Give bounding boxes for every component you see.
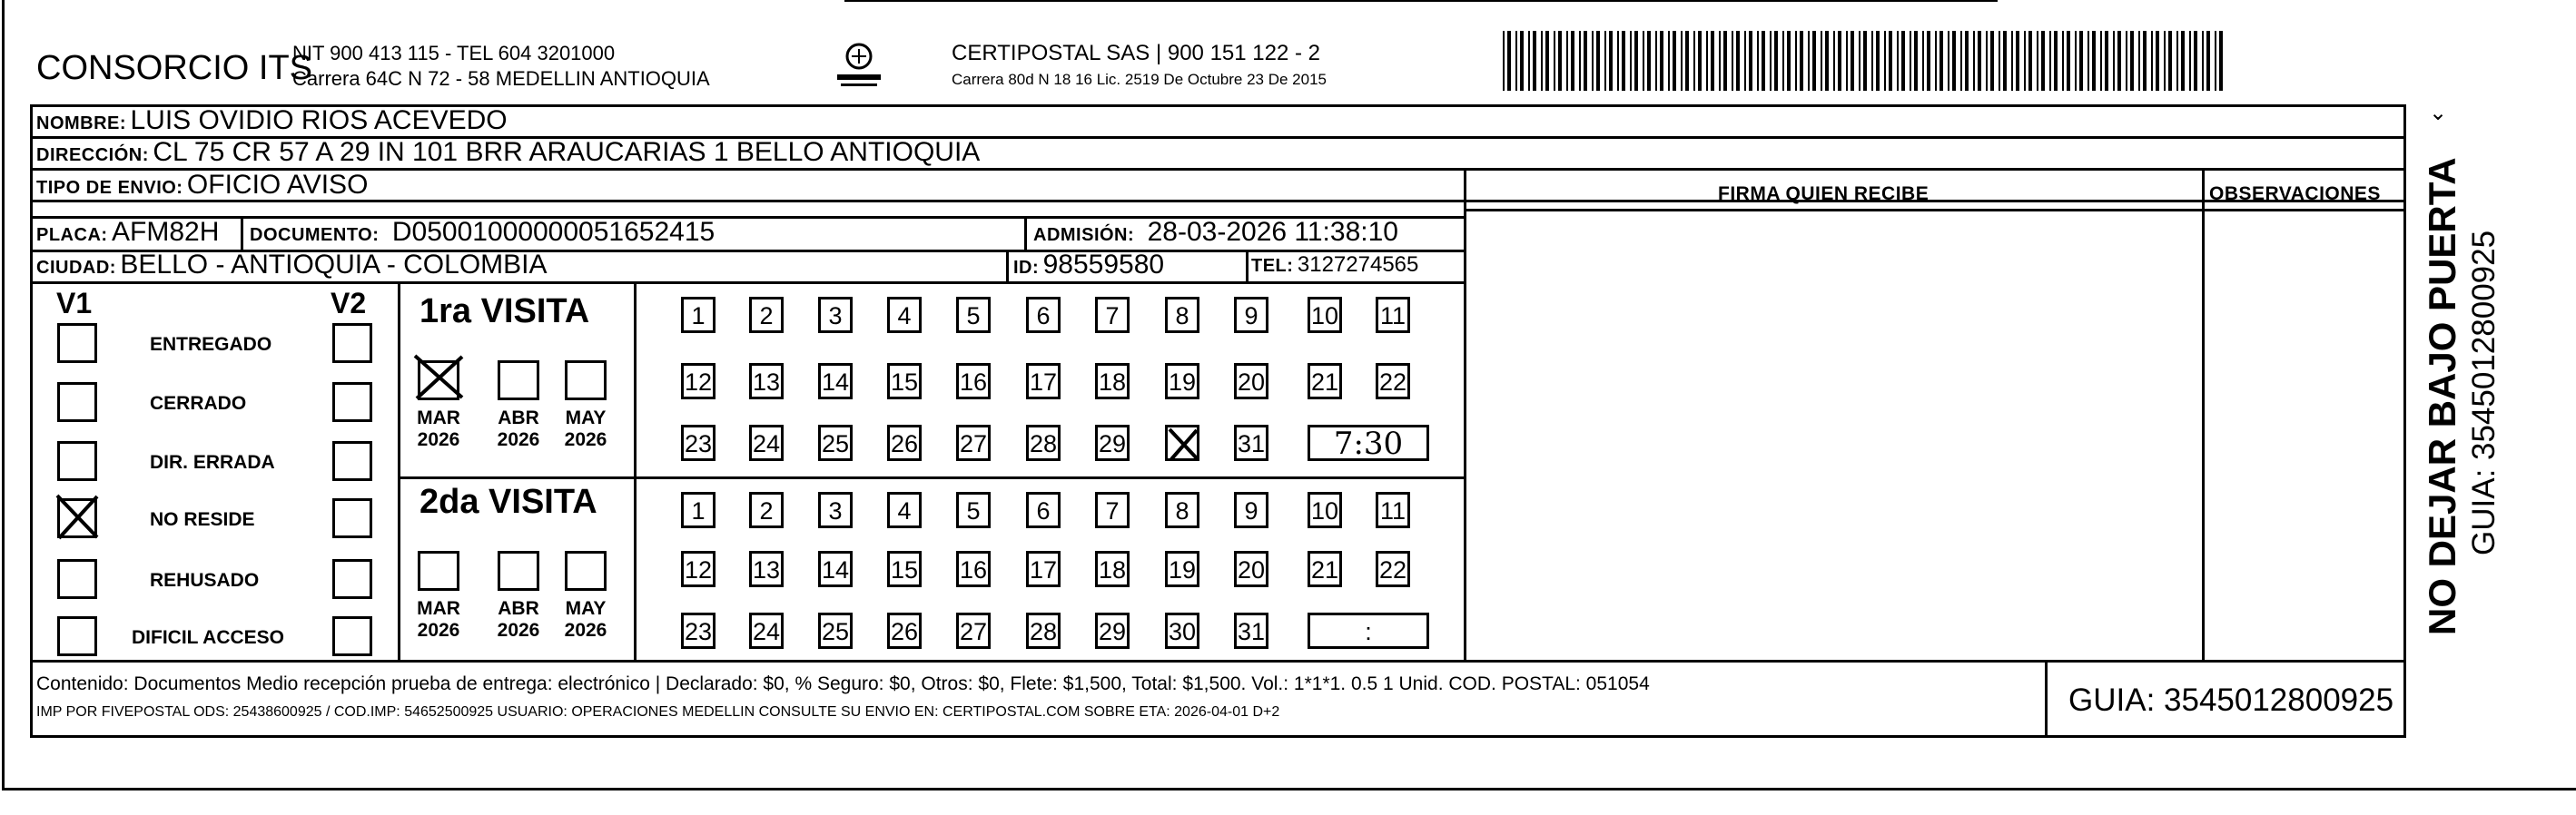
direccion-row (36, 137, 980, 172)
barcode-bar (1889, 31, 1892, 91)
barcode-bar (1503, 31, 1505, 91)
day-checkbox[interactable]: 13 (749, 551, 784, 587)
year-label: 2026 (564, 620, 607, 641)
status-option-label: DIR. ERRADA (150, 452, 275, 473)
barcode-bar (2041, 31, 2045, 91)
tel-row (1251, 250, 1418, 283)
day-checkbox[interactable]: 22 (1376, 551, 1410, 587)
day-checkbox[interactable]: 5 (956, 297, 991, 333)
barcode-bar (2126, 31, 2127, 91)
logo-icon (832, 38, 886, 93)
barcode-bar (1515, 31, 1517, 91)
barcode-bar (1990, 31, 1994, 91)
direccion-value: CL 75 CR 57 A 29 IN 101 BRR ARAUCARIAS 1 BELLO ANTIOQUIA (153, 137, 981, 167)
barcode-bar (1736, 31, 1740, 91)
tipo-value: OFICIO AVISO (186, 170, 369, 200)
v2-header: V2 (331, 287, 367, 319)
barcode-bar (1744, 31, 1746, 91)
day-checkbox[interactable]: 1 (681, 492, 716, 528)
carrier-line: CERTIPOSTAL SAS | 900 151 122 - 2 (952, 41, 1320, 65)
day-checkbox[interactable]: 13 (749, 363, 784, 399)
day-checkbox[interactable]: 20 (1234, 551, 1268, 587)
tipo-label: TIPO DE ENVIO: (36, 178, 183, 198)
barcode-bar (1655, 31, 1657, 91)
placa-value: AFM82H (112, 217, 220, 247)
documento-value: D05001000000051652415 (391, 217, 716, 247)
day-checkbox[interactable]: 22 (1376, 363, 1410, 399)
barcode-bar (2117, 31, 2121, 91)
day-checkbox[interactable]: 6 (1026, 492, 1061, 528)
barcode-bar (1833, 31, 1835, 91)
day-checkbox[interactable] (1165, 425, 1199, 461)
barcode-bar (1668, 31, 1670, 91)
barcode-bar (1571, 31, 1574, 91)
day-checkbox[interactable]: 30 (1165, 613, 1199, 649)
placa-label: PLACA: (36, 225, 108, 245)
visit-month-right-border (634, 281, 637, 660)
admision-divider (1024, 216, 1027, 250)
certipostal-logo (832, 38, 886, 93)
status-v2-checkbox[interactable] (332, 559, 372, 599)
day-checkbox[interactable]: 28 (1026, 613, 1061, 649)
nombre-label: NOMBRE: (36, 113, 127, 133)
day-checkbox[interactable]: 26 (887, 613, 922, 649)
barcode-bar (1545, 31, 1549, 91)
day-checkbox[interactable]: 10 (1308, 297, 1342, 333)
form-bottom-border (30, 660, 2406, 663)
day-checkbox[interactable]: 14 (818, 363, 853, 399)
side-mark (2429, 100, 2447, 126)
barcode-bar (1596, 31, 1600, 91)
barcode-bar (2100, 31, 2102, 91)
barcode-bar (1762, 31, 1765, 91)
year-label: 2026 (417, 429, 460, 450)
day-checkbox[interactable]: 20 (1234, 363, 1268, 399)
day-checkbox[interactable]: 23 (681, 425, 716, 461)
barcode-bar (2105, 31, 2108, 91)
status-v2-checkbox[interactable] (332, 323, 372, 363)
firma-left-border (1464, 168, 1466, 663)
day-checkbox[interactable]: 4 (887, 492, 922, 528)
barcode-bar (1922, 31, 1924, 91)
id-value: 98559580 (1042, 250, 1165, 280)
barcode-bar (1939, 31, 1943, 91)
day-checkbox[interactable]: 28 (1026, 425, 1061, 461)
barcode-bar (1999, 31, 2000, 91)
ciudad-value: BELLO - ANTIOQUIA - COLOMBIA (120, 250, 548, 280)
barcode-bar (2075, 31, 2077, 91)
day-checkbox[interactable]: 9 (1234, 297, 1268, 333)
nombre-value: LUIS OVIDIO RIOS ACEVEDO (130, 105, 508, 135)
status-v1-checkbox[interactable] (57, 559, 97, 599)
side-guia: GUIA: 3545012800925 (2466, 230, 2502, 555)
status-option-label: NO RESIDE (150, 509, 255, 530)
barcode-graphic (1503, 31, 2225, 91)
barcode-bar (1812, 31, 1816, 91)
ciudad-row (36, 250, 548, 285)
barcode-bar (1673, 31, 1676, 91)
barcode-bar (2143, 31, 2147, 91)
status-v1-checkbox[interactable] (57, 498, 97, 538)
barcode-bar (1579, 31, 1581, 91)
barcode-bar (1693, 31, 1695, 91)
id-row (1013, 250, 1164, 285)
year-label: 2026 (564, 429, 607, 450)
day-checkbox[interactable]: 31 (1234, 613, 1268, 649)
barcode-bar (1749, 31, 1752, 91)
barcode-bar (2151, 31, 2153, 91)
year-label: 2026 (497, 429, 540, 450)
day-checkbox[interactable]: 19 (1165, 363, 1199, 399)
footer-left-border (30, 660, 33, 738)
month-label: ABR (498, 598, 539, 619)
month-label: MAR (417, 598, 460, 619)
barcode-bar (2024, 31, 2026, 91)
placa-divider (241, 216, 243, 250)
v1-header: V1 (56, 287, 93, 319)
barcode-bar (1507, 31, 1511, 91)
month-checkbox[interactable] (418, 360, 459, 400)
barcode-bar (1973, 31, 1975, 91)
barcode-bar (2092, 31, 2096, 91)
company-address: Carrera 64C N 72 - 58 MEDELLIN ANTIOQUIA (292, 67, 710, 90)
top-cut-line (844, 0, 1998, 2)
year-label: 2026 (497, 620, 540, 641)
barcode-bar (1630, 31, 1632, 91)
firma-header: FIRMA QUIEN RECIBE (1718, 183, 1930, 204)
barcode-bar (1609, 31, 1613, 91)
day-checkbox[interactable]: 29 (1095, 613, 1130, 649)
day-checkbox[interactable]: 24 (749, 425, 784, 461)
month-checkbox[interactable] (565, 551, 607, 591)
barcode-bar (1851, 31, 1854, 91)
day-checkbox[interactable]: 2 (749, 297, 784, 333)
documento-label: DOCUMENTO: (250, 225, 380, 245)
documento-row (250, 217, 715, 252)
ciudad-label: CIUDAD: (36, 258, 116, 278)
barcode-bar (1846, 31, 1848, 91)
visit2-title: 2da VISITA (419, 483, 597, 521)
day-checkbox[interactable]: 16 (956, 551, 991, 587)
footer-imp: IMP POR FIVEPOSTAL ODS: 25438600925 / COD.IMP: 54652500925 USUARIO: OPERACIONES MEDELLIN CONSULTE SU ENVIO EN: CERTIPOSTAL.COM SOBRE ETA: 2026-04-01 D+2 (36, 704, 1280, 720)
status-option-label: REHUSADO (150, 570, 260, 591)
barcode-bar (1897, 31, 1899, 91)
day-checkbox[interactable]: 9 (1234, 492, 1268, 528)
observaciones-left-border (2202, 168, 2205, 663)
observaciones-header: OBSERVACIONES (2209, 183, 2381, 204)
month-label: MAY (565, 408, 607, 428)
barcode-bar (1520, 31, 1524, 91)
month-label: MAY (565, 598, 607, 619)
day-checkbox[interactable]: 6 (1026, 297, 1061, 333)
barcode-bar (2079, 31, 2083, 91)
barcode-bar (1884, 31, 1886, 91)
barcode-bar (1927, 31, 1930, 91)
barcode-bar (1757, 31, 1759, 91)
barcode-bar (2130, 31, 2134, 91)
day-checkbox[interactable]: 25 (818, 425, 853, 461)
barcode-bar (1558, 31, 1562, 91)
barcode-bar (2049, 31, 2051, 91)
day-checkbox[interactable]: 29 (1095, 425, 1130, 461)
day-checkbox[interactable]: 27 (956, 425, 991, 461)
day-checkbox[interactable]: 3 (818, 492, 853, 528)
visit1-title: 1ra VISITA (419, 292, 590, 330)
day-checkbox[interactable]: 24 (749, 613, 784, 649)
barcode-bar (1723, 31, 1727, 91)
day-checkbox[interactable]: 14 (818, 551, 853, 587)
barcode-bar (1541, 31, 1543, 91)
barcode-bar (1566, 31, 1568, 91)
day-checkbox[interactable]: 7 (1095, 297, 1130, 333)
status-v1-checkbox[interactable] (57, 441, 97, 481)
status-v1-checkbox[interactable] (57, 323, 97, 363)
barcode-bar (1825, 31, 1829, 91)
time-field[interactable]: : (1308, 613, 1429, 649)
page-left-border (2, 0, 5, 790)
barcode-bar (1604, 31, 1606, 91)
barcode-bar (1914, 31, 1918, 91)
tel-label: TEL: (1251, 256, 1294, 276)
barcode-bar (1808, 31, 1810, 91)
month-label: MAR (417, 408, 460, 428)
id-label: ID: (1013, 258, 1040, 278)
barcode-bar (2138, 31, 2140, 91)
day-checkbox[interactable]: 18 (1095, 363, 1130, 399)
day-checkbox[interactable]: 4 (887, 297, 922, 333)
barcode-bar (1876, 31, 1880, 91)
barcode-bar (2219, 31, 2223, 91)
barcode-bar (1795, 31, 1797, 91)
status-v2-checkbox[interactable] (332, 441, 372, 481)
columns-header-bottom (1465, 209, 2406, 211)
barcode-bar (1787, 31, 1791, 91)
barcode-bar (1782, 31, 1784, 91)
carrier-address: Carrera 80d N 18 16 Lic. 2519 De Octubre 23 De 2015 (952, 71, 1327, 88)
barcode-bar (1965, 31, 1969, 91)
day-checkbox[interactable]: 2 (749, 492, 784, 528)
barcode-bar (1528, 31, 1530, 91)
barcode-bar (2206, 31, 2210, 91)
status-option-label: ENTREGADO (150, 334, 272, 355)
barcode-bar (1660, 31, 1663, 91)
day-checkbox[interactable]: 17 (1026, 363, 1061, 399)
barcode-bar (1643, 31, 1644, 91)
day-checkbox[interactable]: 3 (818, 297, 853, 333)
barcode-bar (1863, 31, 1867, 91)
day-checkbox[interactable]: 16 (956, 363, 991, 399)
barcode-bar (2062, 31, 2064, 91)
day-checkbox[interactable]: 12 (681, 551, 716, 587)
barcode-bar (1770, 31, 1772, 91)
status-v2-checkbox[interactable] (332, 382, 372, 422)
barcode-bar (2189, 31, 2191, 91)
month-label: ABR (498, 408, 539, 428)
day-checkbox[interactable]: 1 (681, 297, 716, 333)
barcode-bar (1910, 31, 1911, 91)
day-checkbox[interactable]: 18 (1095, 551, 1130, 587)
day-checkbox[interactable]: 21 (1308, 363, 1342, 399)
barcode-bar (1774, 31, 1778, 91)
admision-label: ADMISIÓN: (1033, 225, 1135, 245)
barcode-bar (2176, 31, 2178, 91)
barcode-bar (2028, 31, 2032, 91)
status-right-border (398, 281, 400, 660)
visit-divider (398, 476, 1465, 479)
day-checkbox[interactable]: 26 (887, 425, 922, 461)
day-checkbox[interactable]: 21 (1308, 551, 1342, 587)
barcode-bar (2087, 31, 2089, 91)
footer-guia-divider (2045, 660, 2048, 737)
tel-value: 3127274565 (1297, 252, 1419, 277)
barcode-bar (2164, 31, 2166, 91)
barcode-bar (1719, 31, 1721, 91)
barcode-bar (1685, 31, 1689, 91)
barcode-bar (2016, 31, 2019, 91)
day-checkbox[interactable]: 19 (1165, 551, 1199, 587)
status-v2-checkbox[interactable] (332, 498, 372, 538)
barcode-bar (1960, 31, 1962, 91)
barcode-bar (1584, 31, 1587, 91)
barcode-bar (1901, 31, 1905, 91)
barcode-bar (2011, 31, 2013, 91)
barcode-bar (2215, 31, 2216, 91)
barcode-bar (1681, 31, 1683, 91)
status-v1-checkbox[interactable] (57, 616, 97, 656)
footer-guia: GUIA: 3545012800925 (2068, 682, 2394, 718)
barcode-bar (1617, 31, 1619, 91)
day-checkbox[interactable]: 8 (1165, 492, 1199, 528)
barcode-bar (2156, 31, 2159, 91)
month-checkbox[interactable] (498, 551, 539, 591)
barcode-bar (1554, 31, 1555, 91)
company-nit: NIT 900 413 115 - TEL 604 3201000 (292, 42, 616, 64)
barcode-bar (2067, 31, 2070, 91)
admision-value: 28-03-2026 11:38:10 (1147, 217, 1398, 247)
barcode-bar (1859, 31, 1860, 91)
barcode-bar (2113, 31, 2115, 91)
barcode-bar (1871, 31, 1873, 91)
day-checkbox[interactable]: 7 (1095, 492, 1130, 528)
barcode-bar (1952, 31, 1956, 91)
barcode-bar (2202, 31, 2204, 91)
barcode-bar (1592, 31, 1594, 91)
month-checkbox[interactable] (565, 360, 607, 400)
status-v1-checkbox[interactable] (57, 382, 97, 422)
nombre-row (36, 105, 508, 141)
day-checkbox[interactable]: 10 (1308, 492, 1342, 528)
tel-divider (1246, 250, 1249, 281)
barcode-bar (1732, 31, 1733, 91)
tipo-row (36, 171, 368, 204)
placa-row (36, 217, 219, 252)
day-checkbox[interactable]: 11 (1376, 492, 1410, 528)
barcode-bar (1647, 31, 1651, 91)
status-option-label: CERRADO (150, 393, 247, 414)
direccion-label: DIRECCIÓN: (36, 145, 149, 165)
day-checkbox[interactable]: 15 (887, 551, 922, 587)
day-checkbox[interactable]: 11 (1376, 297, 1410, 333)
side-warning: NO DEJAR BAJO PUERTA (2421, 157, 2463, 635)
status-option-label: DIFICIL ACCESO (132, 627, 285, 648)
barcode-bar (1948, 31, 1949, 91)
admision-row (1033, 217, 1398, 252)
day-checkbox[interactable]: 31 (1234, 425, 1268, 461)
row-divider-3 (30, 200, 2406, 202)
day-checkbox[interactable]: 25 (818, 613, 853, 649)
barcode-bar (1711, 31, 1714, 91)
barcode-bar (1800, 31, 1803, 91)
barcode-bar (2181, 31, 2185, 91)
barcode-bar (2003, 31, 2007, 91)
company-name: CONSORCIO ITS (36, 49, 313, 87)
status-v2-checkbox[interactable] (332, 616, 372, 656)
form-left-border (30, 104, 33, 660)
side-mark-glyph: ⌄ (2429, 101, 2448, 125)
id-divider (1006, 250, 1009, 281)
footer-contenido: Contenido: Documentos Medio recepción prueba de entrega: electrónico | Declarado: $0, % Seguro: $0, Otros: $0, Flete: $1,500, Total: $1,500. Vol.: 1*1*1. 0.5 1 Unid. COD. POSTAL: 051054 (36, 673, 1650, 694)
day-checkbox[interactable]: 8 (1165, 297, 1199, 333)
barcode-bar (1622, 31, 1625, 91)
day-checkbox[interactable]: 15 (887, 363, 922, 399)
barcode-bar (1935, 31, 1937, 91)
day-checkbox[interactable]: 23 (681, 613, 716, 649)
barcode-bar (1986, 31, 1988, 91)
footer-bottom-border (30, 735, 2406, 738)
barcode-bar (1698, 31, 1702, 91)
barcode-bar (1838, 31, 1841, 91)
barcode-bar (2168, 31, 2172, 91)
day-checkbox[interactable]: 17 (1026, 551, 1061, 587)
month-checkbox[interactable] (418, 551, 459, 591)
barcode-bar (1634, 31, 1638, 91)
day-checkbox[interactable]: 12 (681, 363, 716, 399)
year-label: 2026 (417, 620, 460, 641)
barcode-bar (2194, 31, 2197, 91)
barcode-bar (1706, 31, 1708, 91)
barcode-bar (2054, 31, 2058, 91)
barcode-bar (2037, 31, 2038, 91)
barcode-bar (1978, 31, 1981, 91)
barcode-bar (1533, 31, 1536, 91)
barcode-bar (1821, 31, 1822, 91)
page-bottom-border (2, 788, 2576, 790)
month-checkbox[interactable] (498, 360, 539, 400)
time-field[interactable]: 7:30 (1308, 425, 1429, 461)
day-checkbox[interactable]: 27 (956, 613, 991, 649)
day-checkbox[interactable]: 5 (956, 492, 991, 528)
barcode (1503, 31, 2225, 91)
